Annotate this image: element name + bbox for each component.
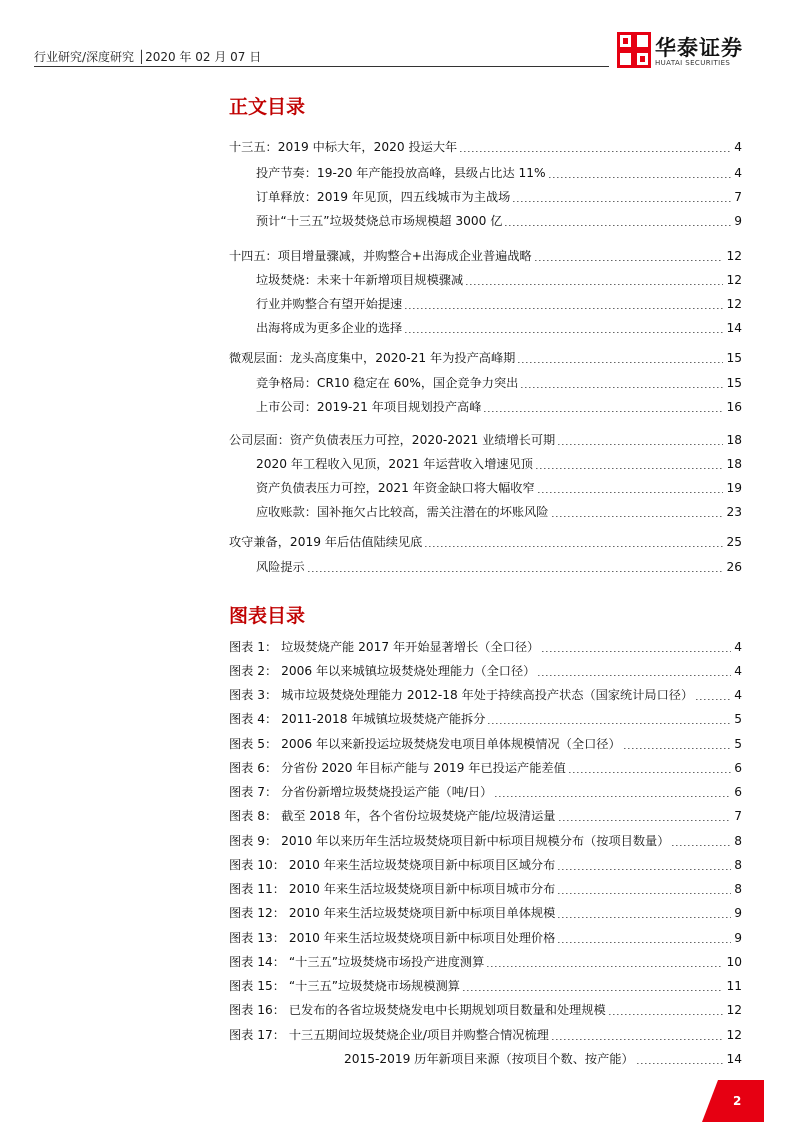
- toc-entry-label: 2015-2019 历年新项目来源（按项目个数、按产能）: [344, 1052, 634, 1066]
- toc-entry[interactable]: [256, 371, 742, 391]
- toc-dot-leader: [559, 820, 732, 821]
- toc-entry-page: 19: [726, 481, 742, 495]
- toc-entry-label: 图表 1： 垃圾焚烧产能 2017 年开始显著增长（全口径）: [229, 640, 540, 654]
- toc-entry-label: 图表 9： 2010 年以来历年生活垃圾焚烧项目新中标项目规模分布（按项目数量）: [229, 834, 670, 848]
- toc-entry[interactable]: [256, 555, 742, 575]
- toc-entry-page: 14: [726, 321, 742, 335]
- toc-entry-page: 16: [726, 400, 742, 414]
- toc-entry-page: 26: [726, 560, 742, 574]
- toc-dot-leader: [460, 151, 731, 152]
- toc-entry-label: 图表 10： 2010 年来生活垃圾焚烧项目新中标项目区域分布: [229, 858, 556, 872]
- toc-entry[interactable]: [229, 428, 742, 448]
- toc-entry[interactable]: [256, 476, 742, 496]
- toc-entry-label: 攻守兼备，2019 年后估值陆续见底: [229, 535, 423, 549]
- toc-entry-page: 4: [734, 166, 742, 180]
- logo-english-name: HUATAI SECURITIES: [655, 59, 731, 67]
- toc-entry[interactable]: [229, 1023, 742, 1043]
- figure-toc-title: 图表目录: [229, 605, 306, 627]
- toc-entry-label: 图表 14： “十三五”垃圾焚烧市场投产进度测算: [229, 955, 485, 969]
- toc-entry[interactable]: [229, 950, 742, 970]
- toc-entry-label: 出海将成为更多企业的选择: [256, 321, 403, 335]
- toc-dot-leader: [552, 1039, 724, 1040]
- toc-entry-label: 图表 2： 2006 年以来城镇垃圾焚烧处理能力（全口径）: [229, 664, 536, 678]
- toc-dot-leader: [513, 201, 731, 202]
- toc-dot-leader: [549, 177, 732, 178]
- toc-entry-label: 投产节奏：19-20 年产能投放高峰，县级占比达 11%: [256, 166, 546, 180]
- toc-entry-page: 7: [734, 190, 742, 204]
- toc-dot-leader: [558, 917, 731, 918]
- toc-entry[interactable]: [229, 901, 742, 921]
- toc-dot-leader: [425, 546, 723, 547]
- logo-chinese-name: 华泰证券: [655, 36, 743, 60]
- toc-entry-page: 10: [726, 955, 742, 969]
- toc-dot-leader: [536, 468, 724, 469]
- toc-entry-page: 6: [734, 761, 742, 775]
- toc-entry-page: 18: [726, 433, 742, 447]
- toc-entry-page: 18: [726, 457, 742, 471]
- toc-entry-label: 预计“十三五”垃圾焚烧总市场规模超 3000 亿: [256, 214, 503, 228]
- huatai-logo-icon: [617, 32, 651, 68]
- toc-entry-label: 十四五：项目增量骤减，并购整合+出海成企业普遍战略: [229, 249, 532, 263]
- toc-entry[interactable]: [229, 732, 742, 752]
- toc-entry[interactable]: [256, 209, 742, 229]
- toc-entry-label: 上市公司：2019-21 年项目规划投产高峰: [256, 400, 482, 414]
- toc-entry[interactable]: [256, 292, 742, 312]
- toc-entry-label: 图表 8： 截至 2018 年，各个省份垃圾焚烧产能/垃圾清运量: [229, 809, 556, 823]
- toc-entry-label: 图表 16： 已发布的各省垃圾焚烧发电中长期规划项目数量和处理规模: [229, 1003, 606, 1017]
- toc-dot-leader: [672, 845, 731, 846]
- toc-entry-page: 9: [734, 931, 742, 945]
- toc-entry[interactable]: [256, 316, 742, 336]
- toc-entry-label: 微观层面：龙头高度集中，2020-21 年为投产高峰期: [229, 351, 516, 365]
- toc-entry[interactable]: [229, 683, 742, 703]
- toc-entry[interactable]: [256, 268, 742, 288]
- company-logo: [617, 32, 757, 72]
- toc-dot-leader: [609, 1014, 724, 1015]
- toc-dot-leader: [538, 492, 724, 493]
- toc-entry-label: 图表 12： 2010 年来生活垃圾焚烧项目新中标项目单体规模: [229, 906, 556, 920]
- toc-dot-leader: [495, 796, 731, 797]
- toc-entry-page: 8: [734, 882, 742, 896]
- toc-entry-page: 12: [726, 297, 742, 311]
- toc-dot-leader: [308, 571, 724, 572]
- toc-entry-page: 7: [734, 809, 742, 823]
- toc-dot-leader: [558, 893, 731, 894]
- toc-entry[interactable]: [256, 185, 742, 205]
- toc-entry-page: 12: [726, 249, 742, 263]
- toc-dot-leader: [488, 723, 731, 724]
- toc-entry[interactable]: [229, 707, 742, 727]
- toc-dot-leader: [569, 772, 731, 773]
- toc-entry-label: 风险提示: [256, 560, 305, 574]
- toc-entry-page: 11: [726, 979, 742, 993]
- toc-entry[interactable]: [229, 974, 742, 994]
- toc-entry-label: 资产负债表压力可控，2021 年资金缺口将大幅收窄: [256, 481, 535, 495]
- toc-entry-page: 12: [726, 1003, 742, 1017]
- toc-dot-leader: [487, 966, 723, 967]
- toc-dot-leader: [535, 260, 724, 261]
- toc-entry-page: 4: [734, 664, 742, 678]
- toc-dot-leader: [558, 942, 731, 943]
- toc-entry-label: 垃圾焚烧：未来十年新增项目规模骤减: [256, 273, 464, 287]
- toc-entry[interactable]: [229, 780, 742, 800]
- toc-entry-label: 2020 年工程收入见顶，2021 年运营收入增速见顶: [256, 457, 533, 471]
- toc-dot-leader: [518, 362, 723, 363]
- toc-dot-leader: [558, 869, 731, 870]
- toc-entry-label: 图表 6： 分省份 2020 年目标产能与 2019 年已投运产能差值: [229, 761, 566, 775]
- toc-entry[interactable]: [229, 659, 742, 679]
- toc-dot-leader: [624, 748, 732, 749]
- toc-dot-leader: [558, 444, 723, 445]
- toc-entry[interactable]: [229, 853, 742, 873]
- toc-entry[interactable]: [256, 500, 742, 520]
- toc-entry-label: 应收账款：国补拖欠占比较高，需关注潜在的坏账风险: [256, 505, 549, 519]
- toc-entry-page: 12: [726, 1028, 742, 1042]
- toc-entry[interactable]: [256, 452, 742, 472]
- toc-entry-page: 8: [734, 834, 742, 848]
- toc-entry[interactable]: [229, 998, 742, 1018]
- toc-entry-label: 图表 11： 2010 年来生活垃圾焚烧项目新中标项目城市分布: [229, 882, 556, 896]
- toc-entry-label: 图表 3： 城市垃圾焚烧处理能力 2012-18 年处于持续高投产状态（国家统计局口径）: [229, 688, 694, 702]
- toc-entry[interactable]: [344, 1047, 742, 1067]
- toc-entry[interactable]: [229, 530, 742, 550]
- toc-entry[interactable]: [229, 135, 742, 155]
- toc-entry[interactable]: [229, 877, 742, 897]
- toc-entry-page: 9: [734, 214, 742, 228]
- toc-entry-page: 9: [734, 906, 742, 920]
- toc-entry-label: 图表 5： 2006 年以来新投运垃圾焚烧发电项目单体规模情况（全口径）: [229, 737, 621, 751]
- toc-entry-page: 15: [726, 351, 742, 365]
- toc-entry[interactable]: [256, 161, 742, 181]
- toc-entry-label: 图表 13： 2010 年来生活垃圾焚烧项目新中标项目处理价格: [229, 931, 556, 945]
- toc-dot-leader: [552, 516, 724, 517]
- toc-dot-leader: [538, 675, 731, 676]
- toc-dot-leader: [637, 1063, 724, 1064]
- toc-entry-page: 5: [734, 712, 742, 726]
- toc-dot-leader: [463, 990, 724, 991]
- main-toc-title: 正文目录: [229, 96, 306, 118]
- toc-entry-page: 14: [726, 1052, 742, 1066]
- header-divider: [34, 66, 609, 67]
- toc-dot-leader: [405, 308, 723, 309]
- toc-entry-label: 图表 7： 分省份新增垃圾焚烧投运产能（吨/日）: [229, 785, 493, 799]
- toc-entry[interactable]: [256, 395, 742, 415]
- toc-entry-page: 4: [734, 640, 742, 654]
- toc-entry[interactable]: [229, 244, 742, 264]
- toc-entry[interactable]: [229, 829, 742, 849]
- toc-dot-leader: [405, 332, 723, 333]
- toc-dot-leader: [505, 225, 731, 226]
- toc-dot-leader: [484, 411, 723, 412]
- toc-dot-leader: [696, 699, 731, 700]
- toc-entry-label: 图表 4： 2011-2018 年城镇垃圾焚烧产能拆分: [229, 712, 486, 726]
- page-number: 2: [733, 1094, 742, 1108]
- toc-entry[interactable]: [229, 926, 742, 946]
- toc-entry-page: 15: [726, 376, 742, 390]
- toc-entry-page: 25: [726, 535, 742, 549]
- toc-entry-label: 竞争格局：CR10 稳定在 60%，国企竞争力突出: [256, 376, 519, 390]
- toc-entry-label: 图表 15： “十三五”垃圾焚烧市场规模测算: [229, 979, 460, 993]
- header-text: 行业研究/深度研究 │2020 年 02 月 07 日: [34, 50, 262, 64]
- toc-entry-label: 图表 17： 十三五期间垃圾焚烧企业/项目并购整合情况梳理: [229, 1028, 549, 1042]
- toc-entry[interactable]: [229, 346, 742, 366]
- toc-entry-page: 4: [734, 688, 742, 702]
- toc-entry-label: 行业并购整合有望开始提速: [256, 297, 403, 311]
- toc-dot-leader: [521, 387, 723, 388]
- toc-entry-label: 订单释放：2019 年见顶，四五线城市为主战场: [256, 190, 511, 204]
- toc-entry-page: 8: [734, 858, 742, 872]
- toc-entry[interactable]: [229, 756, 742, 776]
- toc-entry-page: 12: [726, 273, 742, 287]
- toc-entry[interactable]: [229, 804, 742, 824]
- toc-entry-page: 5: [734, 737, 742, 751]
- toc-entry-label: 公司层面：资产负债表压力可控，2020-2021 业绩增长可期: [229, 433, 556, 447]
- toc-dot-leader: [542, 651, 731, 652]
- toc-entry-page: 6: [734, 785, 742, 799]
- toc-dot-leader: [466, 284, 723, 285]
- toc-entry-page: 23: [726, 505, 742, 519]
- toc-entry-label: 十三五：2019 中标大年，2020 投运大年: [229, 140, 458, 154]
- toc-entry-page: 4: [734, 140, 742, 154]
- toc-entry[interactable]: [229, 635, 742, 655]
